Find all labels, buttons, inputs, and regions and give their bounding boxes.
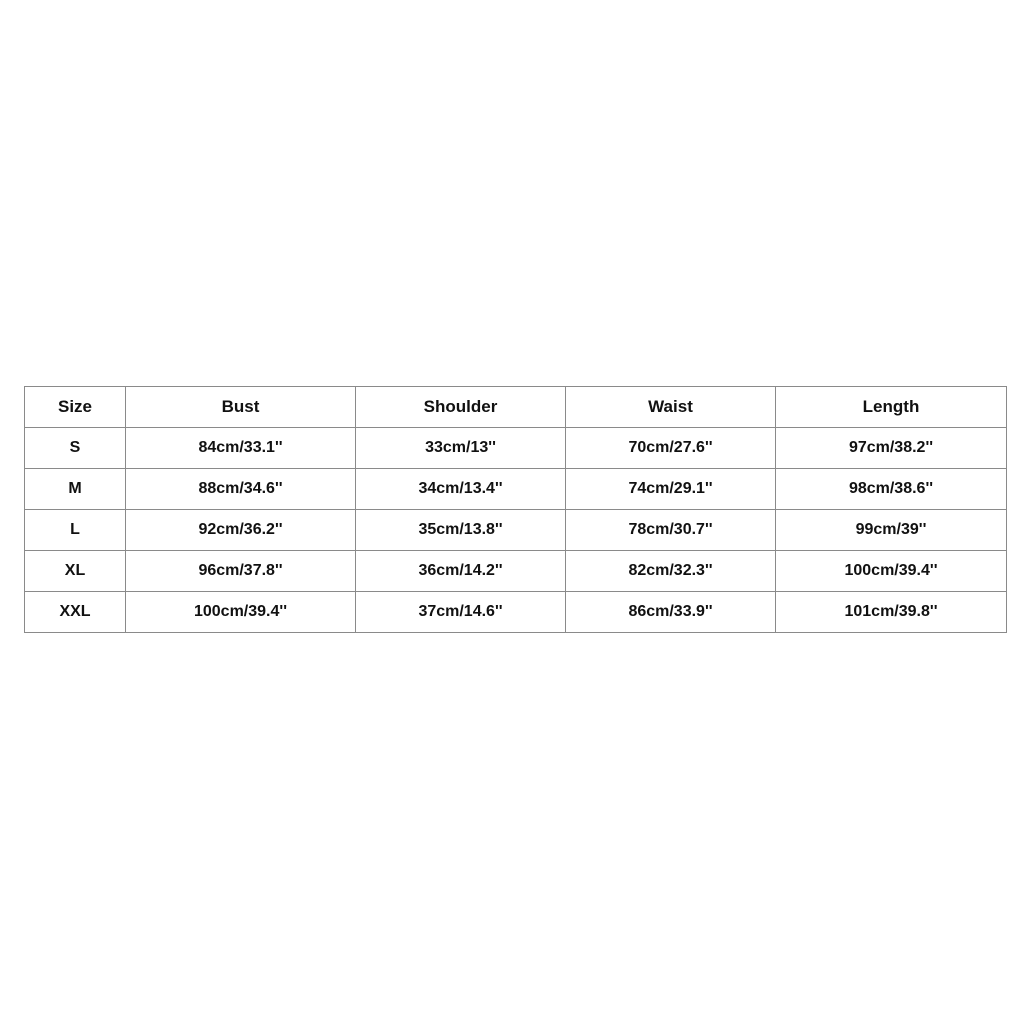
cell-length: 100cm/39.4''	[776, 551, 1007, 592]
cell-waist: 82cm/32.3''	[566, 551, 776, 592]
cell-bust: 96cm/37.8''	[126, 551, 356, 592]
cell-size: M	[25, 469, 126, 510]
table-row	[25, 469, 1007, 510]
cell-size: S	[25, 428, 126, 469]
cell-bust: 88cm/34.6''	[126, 469, 356, 510]
table-row	[25, 428, 1007, 469]
cell-shoulder: 34cm/13.4''	[356, 469, 566, 510]
cell-size: XXL	[25, 592, 126, 633]
cell-size: XL	[25, 551, 126, 592]
header-size: Size	[25, 387, 126, 428]
header-shoulder: Shoulder	[356, 387, 566, 428]
cell-size: L	[25, 510, 126, 551]
cell-waist: 78cm/30.7''	[566, 510, 776, 551]
cell-length: 98cm/38.6''	[776, 469, 1007, 510]
table-row	[25, 592, 1007, 633]
cell-bust: 100cm/39.4''	[126, 592, 356, 633]
cell-waist: 70cm/27.6''	[566, 428, 776, 469]
header-bust: Bust	[126, 387, 356, 428]
cell-length: 97cm/38.2''	[776, 428, 1007, 469]
cell-waist: 74cm/29.1''	[566, 469, 776, 510]
cell-shoulder: 37cm/14.6''	[356, 592, 566, 633]
size-chart-table	[24, 386, 1007, 633]
header-waist: Waist	[566, 387, 776, 428]
cell-shoulder: 35cm/13.8''	[356, 510, 566, 551]
cell-length: 101cm/39.8''	[776, 592, 1007, 633]
table-row	[25, 510, 1007, 551]
cell-bust: 84cm/33.1''	[126, 428, 356, 469]
table-header-row	[25, 387, 1007, 428]
cell-shoulder: 33cm/13''	[356, 428, 566, 469]
cell-bust: 92cm/36.2''	[126, 510, 356, 551]
cell-length: 99cm/39''	[776, 510, 1007, 551]
cell-shoulder: 36cm/14.2''	[356, 551, 566, 592]
header-length: Length	[776, 387, 1007, 428]
cell-waist: 86cm/33.9''	[566, 592, 776, 633]
table-row	[25, 551, 1007, 592]
